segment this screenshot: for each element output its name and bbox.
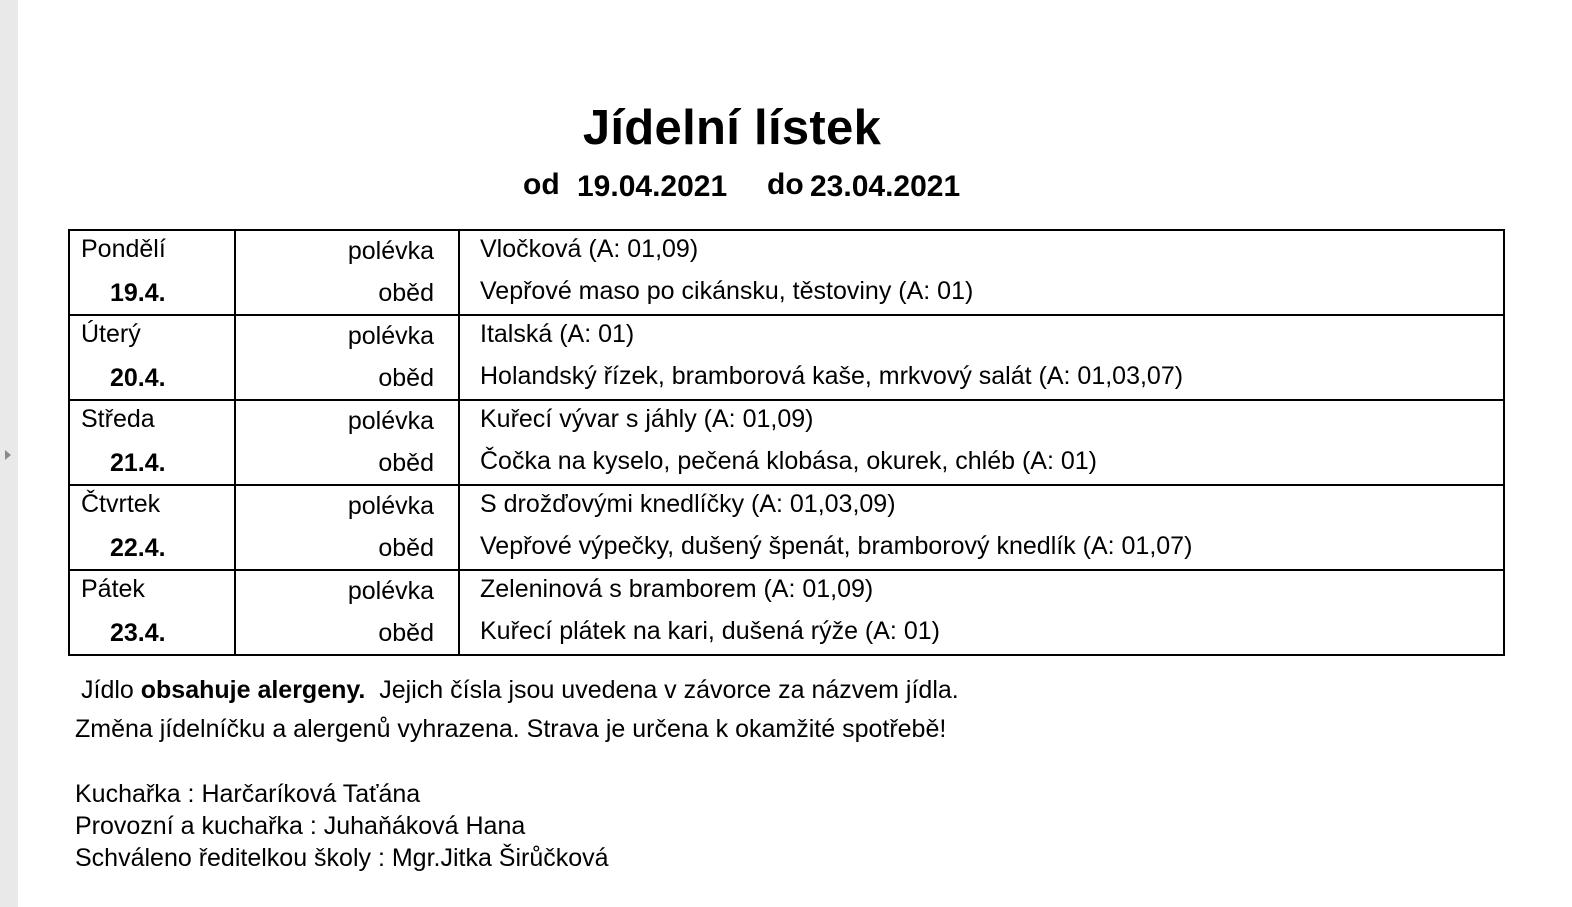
day-name: Čtvrtek [81,490,161,518]
day-date: 20.4. [110,364,166,392]
day-name: Středa [81,405,155,433]
menu-row [69,230,1504,315]
allergen-note-bold: obsahuje alergeny. [140,676,366,704]
day-cell [69,230,235,315]
lunch-label: oběd [378,449,434,477]
lunch-dish: Holandský řízek, bramborová kaše, mrkvový salát (A: 01,03,07) [480,362,1184,390]
soup-label: polévka [347,322,434,350]
meal-type-cell [235,485,459,570]
day-name: Pondělí [81,235,166,263]
soup-label: polévka [347,492,434,520]
day-cell [69,400,235,485]
dish-cell [459,315,1504,400]
menu-table [68,229,1505,656]
soup-label: polévka [347,577,434,605]
dish-cell [459,400,1504,485]
soup-dish: Zeleninová s bramborem (A: 01,09) [480,575,874,603]
staff-operations: Provozní a kuchařka : Juhaňáková Hana [75,812,526,840]
staff-approved: Schváleno ředitelkou školy : Mgr.Jitka Širůčková [75,844,609,872]
dish-cell [459,230,1504,315]
page-title: Jídelní lístek [582,101,882,155]
lunch-label: oběd [378,364,434,392]
soup-dish: Vločková (A: 01,09) [480,235,699,263]
lunch-dish: Vepřové výpečky, dušený špenát, bramborový knedlík (A: 01,07) [480,532,1193,560]
allergen-note-prefix: Jídlo [81,676,134,704]
to-date: 23.04.2021 [810,170,961,203]
dish-cell [459,485,1504,570]
soup-label: polévka [347,407,434,435]
menu-row [69,315,1504,400]
lunch-dish: Vepřové maso po cikánsku, těstoviny (A: 01) [480,277,974,305]
meal-type-cell [235,230,459,315]
allergen-note-suffix: Jejich čísla jsou uvedena v závorce za názvem jídla. [379,676,959,704]
from-label: od [523,168,560,201]
day-name: Úterý [81,320,141,348]
day-cell [69,570,235,655]
allergen-note [81,675,959,705]
day-date: 19.4. [110,279,166,307]
expand-arrow-icon[interactable] [5,450,11,460]
lunch-dish: Čočka na kyselo, pečená klobása, okurek, chléb (A: 01) [480,447,1098,475]
day-cell [69,315,235,400]
dish-cell [459,570,1504,655]
menu-row [69,485,1504,570]
soup-label: polévka [347,237,434,265]
menu-row [69,570,1504,655]
soup-dish: S drožďovými knedlíčky (A: 01,03,09) [480,490,896,518]
day-name: Pátek [81,575,145,603]
lunch-dish: Kuřecí plátek na kari, dušená rýže (A: 01) [480,617,940,645]
day-date: 22.4. [110,534,166,562]
lunch-label: oběd [378,619,434,647]
from-date: 19.04.2021 [577,170,728,203]
meal-type-cell [235,315,459,400]
meal-type-cell [235,400,459,485]
day-date: 23.4. [110,619,166,647]
staff-cook: Kuchařka : Harčaríková Taťána [75,780,421,808]
to-label: do [767,168,804,201]
day-date: 21.4. [110,449,166,477]
lunch-label: oběd [378,534,434,562]
soup-dish: Kuřecí vývar s jáhly (A: 01,09) [480,405,814,433]
soup-dish: Italská (A: 01) [480,320,635,348]
change-notice: Změna jídelníčku a alergenů vyhrazena. Strava je určena k okamžité spotřebě! [75,715,947,743]
menu-row [69,400,1504,485]
day-cell [69,485,235,570]
lunch-label: oběd [378,279,434,307]
meal-type-cell [235,570,459,655]
